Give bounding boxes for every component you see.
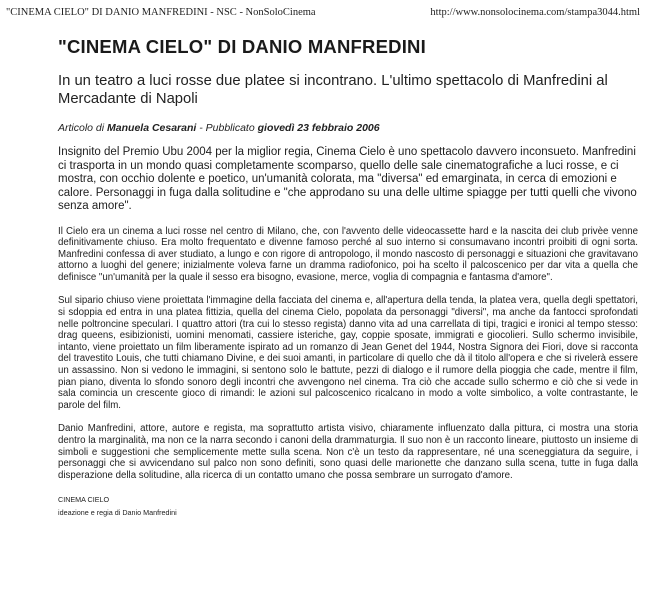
article	[58, 36, 638, 519]
article-lead: Insignito del Premio Ubu 2004 per la miglior regia, Cinema Cielo è uno spettacolo davvero inconsueto. Manfredini ci trasporta in un mondo quasi completamente scomparso, quello delle sale cinematografiche a luci rosse, e ci mostra, con occhio dolente e poetico, un'umanità colorata, ma "diversa" ed emarginata, in cerca di emozioni e calore. Personaggi in fuga dalla solitudine e "che approdano su una delle ultime spiagge per tutti quelli che vivono senza amore".	[58, 146, 637, 212]
byline-date: giovedì 23 febbraio 2006	[257, 122, 380, 134]
page-header-title: "CINEMA CIELO" DI DANIO MANFREDINI - NSC - NonSoloCinema	[6, 7, 316, 18]
byline-author: Manuela Cesarani	[107, 122, 197, 134]
page-header-url: http://www.nonsolocinema.com/stampa3044.html	[430, 7, 640, 18]
credits-line: ideazione e regia di Danio Manfredini	[58, 508, 177, 518]
article-subtitle: In un teatro a luci rosse due platee si incontrano. L'ultimo spettacolo di Manfredini al Mercadante di Napoli	[58, 73, 608, 107]
article-byline	[58, 122, 638, 134]
credits	[58, 493, 638, 519]
article-title: "CINEMA CIELO" DI DANIO MANFREDINI	[58, 36, 426, 57]
credits-title: CINEMA CIELO	[58, 495, 110, 505]
article-paragraph: Il Cielo era un cinema a luci rosse nel centro di Milano, che, con l'avvento delle videocassette hard e la nascita dei club privèe venne definitivamente chiuso. Era molto frequentato e divenne famoso perché al suo interno si consumavano incontri proibiti di ogni sorta. Manfredini confessa di aver studiato, a lungo e con rigore di antropologo, il mondo nascosto di personaggi e situazioni che gravitavano attorno a luoghi del genere; inizialmente voleva farne un dramma radiofonico, poi ha scelto il palcoscenico per dar vita a quella che definisce "un'umanità per la quale il sesso era bisogno, evasione, merce, voglia di compagnia e fantasma d'amore".	[58, 225, 638, 283]
byline-prefix: Articolo di	[58, 122, 108, 134]
byline-middle: - Pubblicato	[196, 122, 258, 134]
article-paragraph: Danio Manfredini, attore, autore e regista, ma soprattutto artista visivo, chiaramente influenzato dalla pittura, ci mostra una storia dentro la marginalità, ma non ce la narra secondo i canoni della drammaturgia. Il suo non è un racconto lineare, piuttosto un insieme di simboli e suggestioni che semplicemente mette sulla scena. Non c'è un testo da rappresentare, né una sceneggiatura da seguire, i personaggi che si avvicendano sul palco non sono definiti, sono quasi delle marionette che danzano sulla scena, tutte in fuga dalla disperazione della solitudine, alla ricerca di un contatto umano che possa sembrare un surrogato d'amore.	[58, 423, 638, 481]
article-paragraph: Sul sipario chiuso viene proiettata l'immagine della facciata del cinema e, all'apertura della tenda, la platea vera, quella degli spettatori, si sdoppia ed entra in una platea fittizia, quella del cinema Cielo, popolata da personaggi "diversi", ma anche da fantocci sprofondati nelle poltroncine speculari. I quattro attori (tra cui lo stesso regista) danno vita ad una carrellata di tipi, tragici e ironici al tempo stesso: drag queens, esibizionisti, uomini menomati, cassiere isteriche, gay, coppie sposate, immigrati e giocolieri. Sullo schermo invisibile, intanto, viene proiettato un film liberamente ispirato ad un romanzo di Jean Genet del 1944, Nostra Signora dei Fiori, dove si racconta del travestito Louis, che tutti chiamano Divine, e dei suoi amanti, in particolare di quello che dà il titolo all'opera e che si rivelerà essere un assassino. Non si vedono le immagini, si sentono solo le battute, pezzi di dialogo e il rumore della pioggia che cade, mentre il film, pian piano, diventa lo sfondo sonoro degli incontri che avvengono nel cinema. Tra ciò che accade sullo schermo e ciò che si vede in sala comincia un crescente gioco di rimandi: le azioni sul palcoscenico ricalcano in modo a volte simbolico, a volte contrastante, le parole del film.	[58, 295, 638, 411]
